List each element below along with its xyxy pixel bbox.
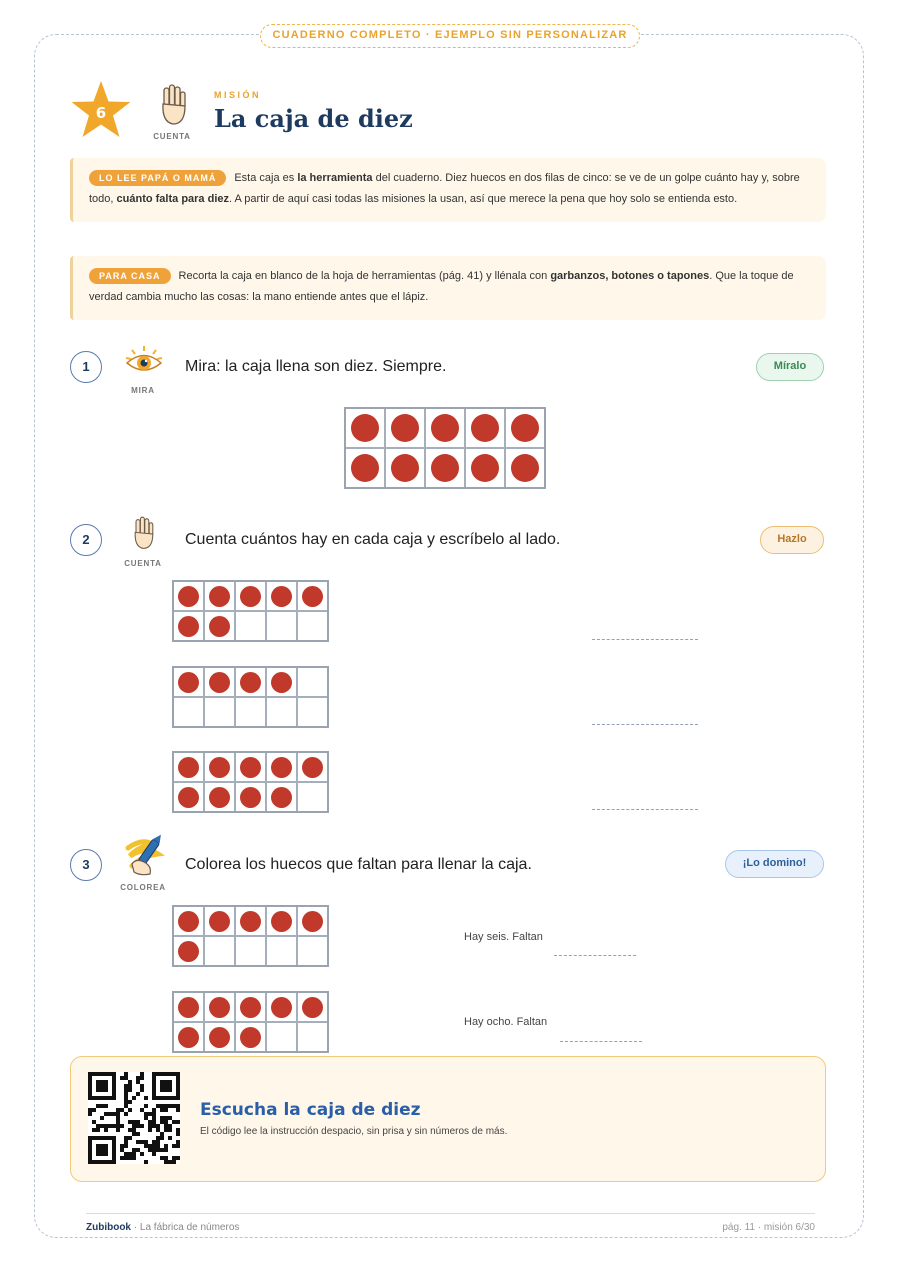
audio-subtitle: El código lee la instrucción despacio, sin prisa y sin números de más. xyxy=(200,1126,508,1137)
ten-frame[interactable] xyxy=(172,991,329,1053)
empty-cell xyxy=(205,937,234,965)
counter-dot xyxy=(236,993,265,1021)
counter-dot xyxy=(205,907,234,935)
counter-dot xyxy=(174,668,203,696)
counter-dot xyxy=(267,582,296,610)
ten-frame xyxy=(172,580,329,642)
footer-divider xyxy=(86,1213,815,1214)
counter-dot xyxy=(298,907,327,935)
answer-line[interactable] xyxy=(592,724,698,725)
step-badge[interactable]: Hazlo xyxy=(760,526,824,554)
counter-dot xyxy=(506,449,544,487)
empty-cell xyxy=(267,698,296,726)
audio-title: Escucha la caja de diez xyxy=(200,1100,421,1120)
footer-page: pág. 11 · misión 6/30 xyxy=(722,1222,815,1233)
answer-line[interactable] xyxy=(592,639,698,640)
empty-cell xyxy=(236,698,265,726)
answer-line[interactable] xyxy=(592,809,698,810)
step-number: 3 xyxy=(70,849,102,881)
home-note: PARA CASA Recorta la caja en blanco de la hoja de herramientas (pág. 41) y llénala con garbanzos, botones o tapones. Que la toque de verdad cambia mucho las cosas: la mano entiende antes que el lápiz. xyxy=(70,256,826,320)
counter-dot xyxy=(346,409,384,447)
step-instruction: Colorea los huecos que faltan para llenar la caja. xyxy=(185,856,532,873)
counter-dot xyxy=(386,449,424,487)
counter-dot xyxy=(267,993,296,1021)
footer-brand: Zubibook · La fábrica de números xyxy=(86,1222,240,1233)
counter-dot xyxy=(466,409,504,447)
ten-frame xyxy=(172,666,329,728)
counter-dot xyxy=(236,907,265,935)
empty-cell xyxy=(236,612,265,640)
counter-dot xyxy=(346,449,384,487)
counter-dot xyxy=(466,449,504,487)
counter-dot xyxy=(205,783,234,811)
counter-dot xyxy=(426,449,464,487)
step-icon-label: CUENTA xyxy=(124,559,162,568)
counter-dot xyxy=(298,993,327,1021)
counter-dot xyxy=(205,612,234,640)
step-icon-label: COLOREA xyxy=(120,883,166,892)
qr-code-icon[interactable] xyxy=(88,1072,180,1164)
counter-dot xyxy=(174,753,203,781)
counter-dot xyxy=(174,582,203,610)
counter-dot xyxy=(298,753,327,781)
counter-dot xyxy=(386,409,424,447)
step-badge[interactable]: Míralo xyxy=(756,353,824,381)
hand-count-icon xyxy=(154,82,194,130)
counter-dot xyxy=(205,993,234,1021)
step-number: 1 xyxy=(70,351,102,383)
counter-dot xyxy=(267,907,296,935)
empty-cell xyxy=(236,937,265,965)
mission-title: La caja de diez xyxy=(214,104,413,133)
audio-card xyxy=(70,1056,826,1182)
counter-dot xyxy=(506,409,544,447)
empty-cell xyxy=(298,612,327,640)
step-badge[interactable]: ¡Lo domino! xyxy=(725,850,824,878)
counter-dot xyxy=(174,1023,203,1051)
counter-dot xyxy=(205,753,234,781)
counter-dot xyxy=(174,907,203,935)
empty-cell xyxy=(298,668,327,696)
ten-frame[interactable] xyxy=(172,905,329,967)
counter-dot xyxy=(236,783,265,811)
counter-dot xyxy=(267,753,296,781)
question-text: Hay ocho. Faltan xyxy=(464,1016,548,1028)
ten-frame xyxy=(172,751,329,813)
counter-dot xyxy=(426,409,464,447)
empty-cell xyxy=(267,1023,296,1051)
counter-dot xyxy=(267,668,296,696)
header-icon-label: CUENTA xyxy=(153,132,191,141)
note-pill: LO LEE PAPÁ O MAMÁ xyxy=(89,170,226,186)
eye-icon xyxy=(123,344,165,378)
counter-dot xyxy=(205,582,234,610)
counter-dot xyxy=(236,582,265,610)
hand-count-icon xyxy=(128,512,160,556)
empty-cell xyxy=(298,1023,327,1051)
step-instruction: Cuenta cuántos hay en cada caja y escríbelo al lado. xyxy=(185,531,561,548)
counter-dot xyxy=(298,582,327,610)
counter-dot xyxy=(174,783,203,811)
answer-line[interactable] xyxy=(560,1041,642,1042)
page-banner: CUADERNO COMPLETO · EJEMPLO SIN PERSONALIZAR xyxy=(260,24,640,48)
empty-cell xyxy=(298,698,327,726)
step-instruction: Mira: la caja llena son diez. Siempre. xyxy=(185,358,447,375)
parent-note: LO LEE PAPÁ O MAMÁ Esta caja es la herramienta del cuaderno. Diez huecos en dos filas de cinco: se ve de un golpe cuánto hay y, sobre todo, cuánto falta para diez. A partir de aquí casi todas las misiones la usan, así que merece la pena que hoy solo se entienda esto. xyxy=(70,158,826,222)
empty-cell xyxy=(174,698,203,726)
step-icon-label: MIRA xyxy=(131,386,155,395)
answer-line[interactable] xyxy=(554,955,636,956)
question-text: Hay seis. Faltan xyxy=(464,931,543,943)
ten-frame xyxy=(344,407,546,489)
crayon-icon xyxy=(122,834,166,878)
counter-dot xyxy=(174,993,203,1021)
counter-dot xyxy=(267,783,296,811)
empty-cell xyxy=(205,698,234,726)
empty-cell xyxy=(267,612,296,640)
counter-dot xyxy=(174,612,203,640)
counter-dot xyxy=(174,937,203,965)
mission-number: 6 xyxy=(95,104,107,122)
counter-dot xyxy=(236,668,265,696)
counter-dot xyxy=(205,668,234,696)
step-number: 2 xyxy=(70,524,102,556)
empty-cell xyxy=(267,937,296,965)
note-pill: PARA CASA xyxy=(89,268,171,284)
empty-cell xyxy=(298,937,327,965)
counter-dot xyxy=(236,753,265,781)
empty-cell xyxy=(298,783,327,811)
counter-dot xyxy=(205,1023,234,1051)
counter-dot xyxy=(236,1023,265,1051)
mission-kicker: MISIÓN xyxy=(214,90,262,100)
